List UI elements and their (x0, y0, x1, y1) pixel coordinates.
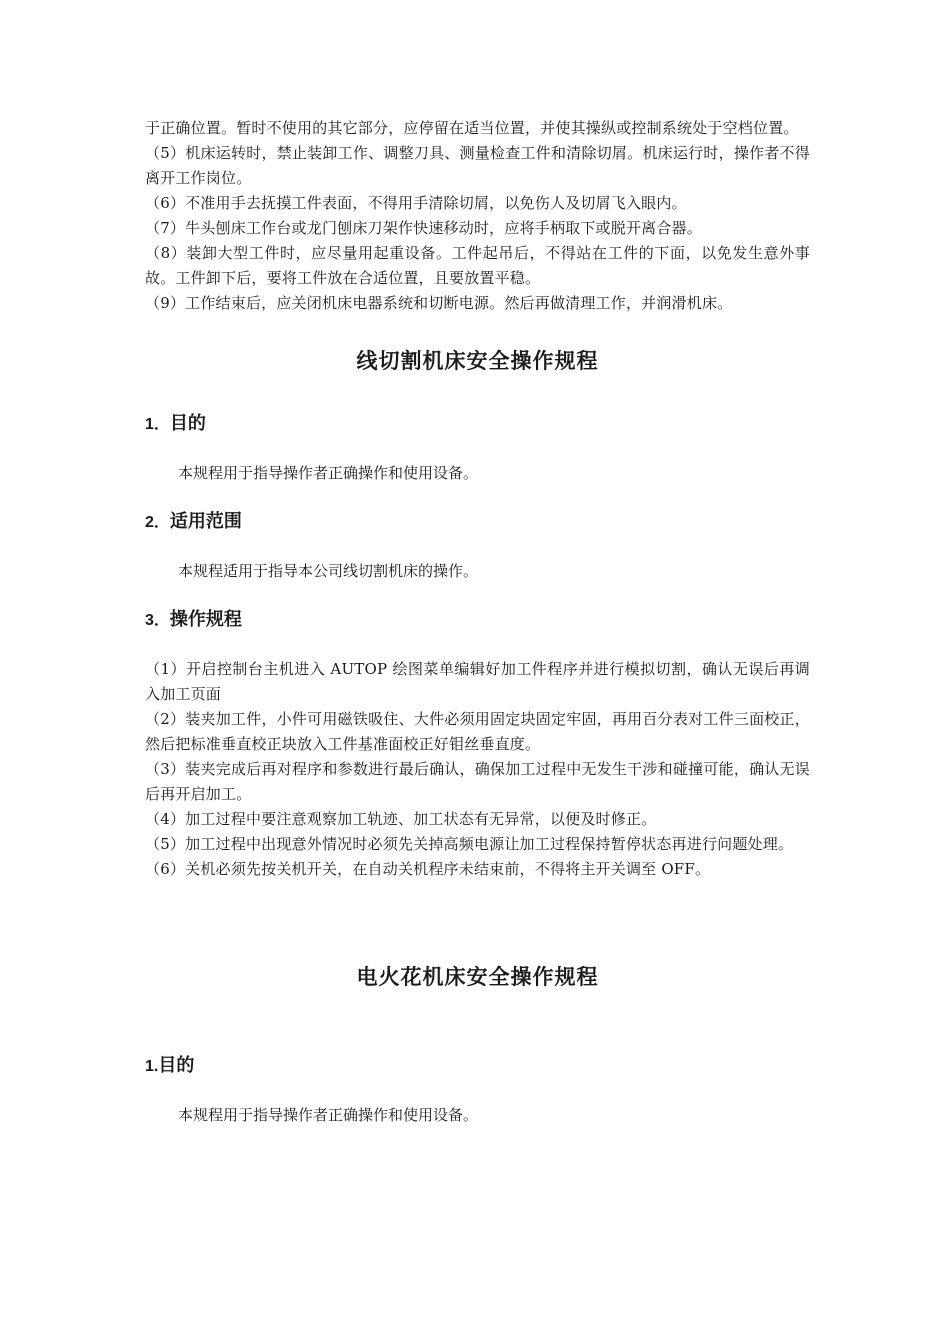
rule-item: （4）加工过程中要注意观察加工轨迹、加工状态有无异常，以便及时修正。 (145, 810, 657, 828)
rule-item-6: （6）不准用手去抚摸工件表面，不得用手清除切屑，以免伤人及切屑飞入眼内。 (145, 194, 687, 212)
rule-item-8: （8）装卸大型工件时，应尽量用起重设备。工件起吊后，不得站在工件的下面，以免发生意外事故。工件卸下后，要将工件放在合适位置，且要放置平稳。 (145, 244, 810, 287)
heading-text: 目的 (169, 413, 206, 434)
continuation-line: 于正确位置。暂时不使用的其它部分，应停留在适当位置，并使其操纵或控制系统处于空档位置。 (145, 119, 799, 137)
wire-cut-rules-list (145, 657, 810, 882)
rule-item-9: （9）工作结束后，应关闭机床电器系统和切断电源。然后再做清理工作，并润滑机床。 (145, 294, 733, 312)
edm-purpose-heading (145, 1052, 810, 1081)
heading-number: 1. (145, 1058, 159, 1075)
wire-cut-procedure-heading (145, 606, 810, 635)
rule-item: （2）装夹加工件，小件可用磁铁吸住、大件必须用固定块固定牢固，再用百分表对工件三面校正，然后把标准垂直校正块放入工件基准面校正好钼丝垂直度。 (145, 710, 810, 753)
heading-text: 适用范围 (169, 511, 242, 532)
wire-cut-scope-heading (145, 508, 810, 537)
rule-item-7: （7）牛头刨床工作台或龙门刨床刀架作快速移动时，应将手柄取下或脱开离合器。 (145, 219, 702, 237)
rule-item: （1）开启控制台主机进入 AUTOP 绘图菜单编辑好加工件程序并进行模拟切割，确认无误后再调入加工页面 (145, 660, 810, 703)
wire-cut-purpose-heading (145, 410, 810, 439)
wire-cut-title: 线切割机床安全操作规程 (356, 348, 599, 373)
rule-item: （6）关机必须先按关机开关，在自动关机程序未结束前，不得将主开关调至 OFF。 (145, 860, 711, 878)
heading-text: 操作规程 (169, 609, 242, 630)
wire-cut-scope-body: 本规程适用于指导本公司线切割机床的操作。 (178, 562, 479, 580)
previous-section-continuation (145, 116, 810, 316)
edm-title: 电火花机床安全操作规程 (356, 964, 599, 989)
rule-item: （3）装夹完成后再对程序和参数进行最后确认，确保加工过程中无发生干涉和碰撞可能，确认无误后再开启加工。 (145, 760, 810, 803)
heading-number: 3． (145, 612, 170, 629)
document-content (145, 116, 810, 1128)
heading-text: 目的 (158, 1055, 195, 1076)
rule-item: （5）加工过程中出现意外情况时必须先关掉高频电源让加工过程保持暂停状态再进行问题处理。 (145, 835, 794, 853)
heading-number: 1． (145, 416, 170, 433)
heading-number: 2． (145, 514, 170, 531)
wire-cut-purpose-body: 本规程用于指导操作者正确操作和使用设备。 (178, 464, 479, 482)
edm-purpose-body: 本规程用于指导操作者正确操作和使用设备。 (178, 1106, 479, 1124)
rule-item-5: （5）机床运转时，禁止装卸工作、调整刀具、测量检查工件和清除切屑。机床运行时，操作者不得离开工作岗位。 (145, 144, 810, 187)
